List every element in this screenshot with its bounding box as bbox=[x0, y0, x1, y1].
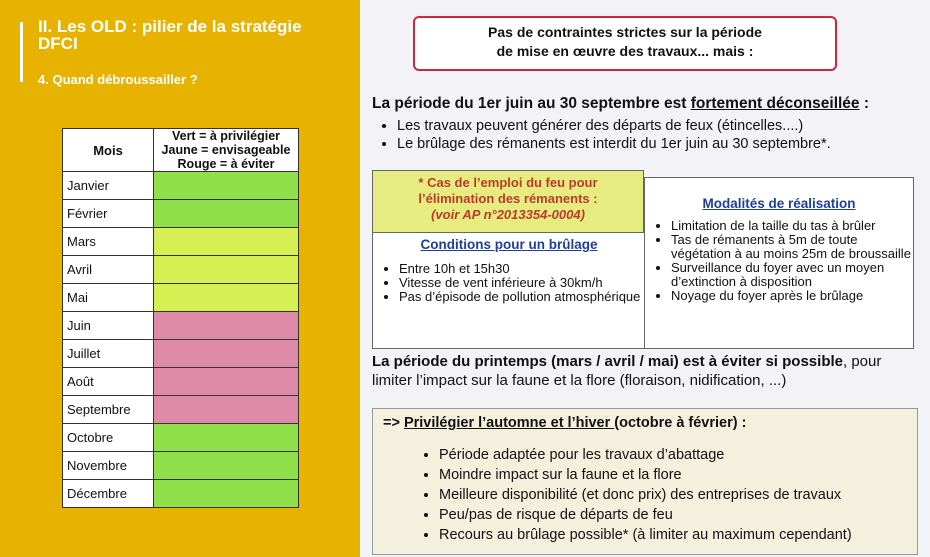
preference-underlined: Privilégier l’automne et l’hiver bbox=[403, 415, 615, 431]
month-name: Septembre bbox=[63, 396, 154, 424]
month-column-header: Mois bbox=[63, 129, 154, 172]
month-color-cell bbox=[154, 200, 299, 228]
conditions-list bbox=[373, 262, 645, 304]
legend-green: Vert = à privilégier bbox=[171, 129, 281, 143]
month-color-cell bbox=[154, 256, 299, 284]
conditions-title: Conditions pour un brûlage bbox=[420, 237, 598, 252]
month-color-cell bbox=[154, 452, 299, 480]
list-item: • Vitesse de vent inférieure à 30km/h bbox=[399, 276, 645, 290]
spring-bold: La période du printemps (mars / avril / mai) est à éviter si possible bbox=[372, 353, 843, 370]
month-color-cell bbox=[154, 340, 299, 368]
month-color-cell bbox=[154, 396, 299, 424]
table-row bbox=[63, 396, 299, 424]
table-row bbox=[63, 340, 299, 368]
legend-red: Rouge = à éviter bbox=[177, 157, 275, 171]
preference-after: (octobre à février) : bbox=[614, 415, 747, 431]
list-item: • Limitation de la taille du tas à brûler bbox=[671, 219, 913, 233]
preference-list bbox=[421, 445, 852, 545]
table-row bbox=[63, 480, 299, 508]
month-name: Novembre bbox=[63, 452, 154, 480]
fire-line-2: l’élimination des rémanents : bbox=[418, 191, 598, 206]
month-color-cell bbox=[154, 312, 299, 340]
table-row bbox=[63, 228, 299, 256]
list-item: • Le brûlage des rémanents est interdit du 1er juin au 30 septembre*. bbox=[397, 135, 831, 153]
conditions-box bbox=[372, 232, 646, 349]
summer-bullets bbox=[375, 117, 831, 153]
month-name: Janvier bbox=[63, 172, 154, 200]
preference-arrow: => bbox=[383, 415, 404, 431]
list-item: • Pas d’épisode de pollution atmosphérique bbox=[399, 290, 645, 304]
month-color-cell bbox=[154, 284, 299, 312]
list-item: • Noyage du foyer après le brûlage bbox=[671, 289, 913, 303]
summer-title-emphasis: fortement déconseillée bbox=[690, 95, 860, 112]
alert-line-2: de mise en œuvre des travaux... mais : bbox=[496, 43, 754, 59]
list-item: • Meilleure disponibilité (et donc prix) des entreprises de travaux bbox=[439, 485, 852, 505]
month-name: Février bbox=[63, 200, 154, 228]
table-row bbox=[63, 284, 299, 312]
summer-title-pre: La période du 1er juin au 30 septembre est bbox=[372, 95, 691, 112]
month-name: Octobre bbox=[63, 424, 154, 452]
month-table bbox=[62, 128, 299, 508]
fire-line-3: (voir AP n°2013354-0004) bbox=[431, 207, 585, 222]
table-row bbox=[63, 452, 299, 480]
month-color-cell bbox=[154, 480, 299, 508]
list-item: • Peu/pas de risque de départs de feu bbox=[439, 505, 852, 525]
color-legend bbox=[154, 129, 299, 172]
month-name: Juin bbox=[63, 312, 154, 340]
list-item: • Période adaptée pour les travaux d’abattage bbox=[439, 445, 852, 465]
table-row bbox=[63, 200, 299, 228]
table-header bbox=[63, 129, 299, 172]
list-item: • Les travaux peuvent générer des départs de feux (étincelles....) bbox=[397, 117, 831, 135]
list-item: • Tas de rémanents à 5m de toute végétation à au moins 25m de broussaille bbox=[671, 233, 913, 261]
month-name: Août bbox=[63, 368, 154, 396]
modalites-box bbox=[644, 177, 914, 349]
month-name: Décembre bbox=[63, 480, 154, 508]
table-row bbox=[63, 368, 299, 396]
fire-use-box bbox=[372, 170, 644, 234]
month-color-cell bbox=[154, 228, 299, 256]
month-name: Avril bbox=[63, 256, 154, 284]
section-title: II. Les OLD : pilier de la stratégie DFCI bbox=[38, 17, 302, 53]
spring-paragraph bbox=[372, 352, 922, 390]
list-item: • Moindre impact sur la faune et la flore bbox=[439, 465, 852, 485]
list-item: • Recours au brûlage possible* (à limiter au maximum cependant) bbox=[439, 525, 852, 545]
alert-box bbox=[413, 16, 837, 71]
modalites-list bbox=[645, 219, 913, 303]
subsection-title: 4. Quand débroussailler ? bbox=[38, 72, 198, 87]
modalites-title: Modalités de réalisation bbox=[702, 196, 856, 211]
title-accent-bar bbox=[20, 22, 23, 82]
summer-title bbox=[372, 95, 869, 113]
month-name: Mars bbox=[63, 228, 154, 256]
fire-line-1: * Cas de l’emploi du feu pour bbox=[418, 175, 598, 190]
table-row bbox=[63, 172, 299, 200]
table-row bbox=[63, 424, 299, 452]
month-name: Juillet bbox=[63, 340, 154, 368]
list-item: • Surveillance du foyer avec un moyen d’extinction à disposition bbox=[671, 261, 913, 289]
month-color-cell bbox=[154, 424, 299, 452]
table-row bbox=[63, 312, 299, 340]
preference-title bbox=[383, 415, 746, 431]
summer-title-post: : bbox=[859, 95, 870, 112]
month-color-cell bbox=[154, 368, 299, 396]
month-color-cell bbox=[154, 172, 299, 200]
list-item: • Entre 10h et 15h30 bbox=[399, 262, 645, 276]
legend-yellow: Jaune = envisageable bbox=[161, 143, 291, 157]
spring-rest: , pour limiter l’impact sur la faune et la flore (floraison, nidification, ...) bbox=[372, 353, 882, 389]
table-row bbox=[63, 256, 299, 284]
preference-box bbox=[372, 408, 918, 555]
alert-line-1: Pas de contraintes strictes sur la période bbox=[488, 24, 762, 40]
month-name: Mai bbox=[63, 284, 154, 312]
